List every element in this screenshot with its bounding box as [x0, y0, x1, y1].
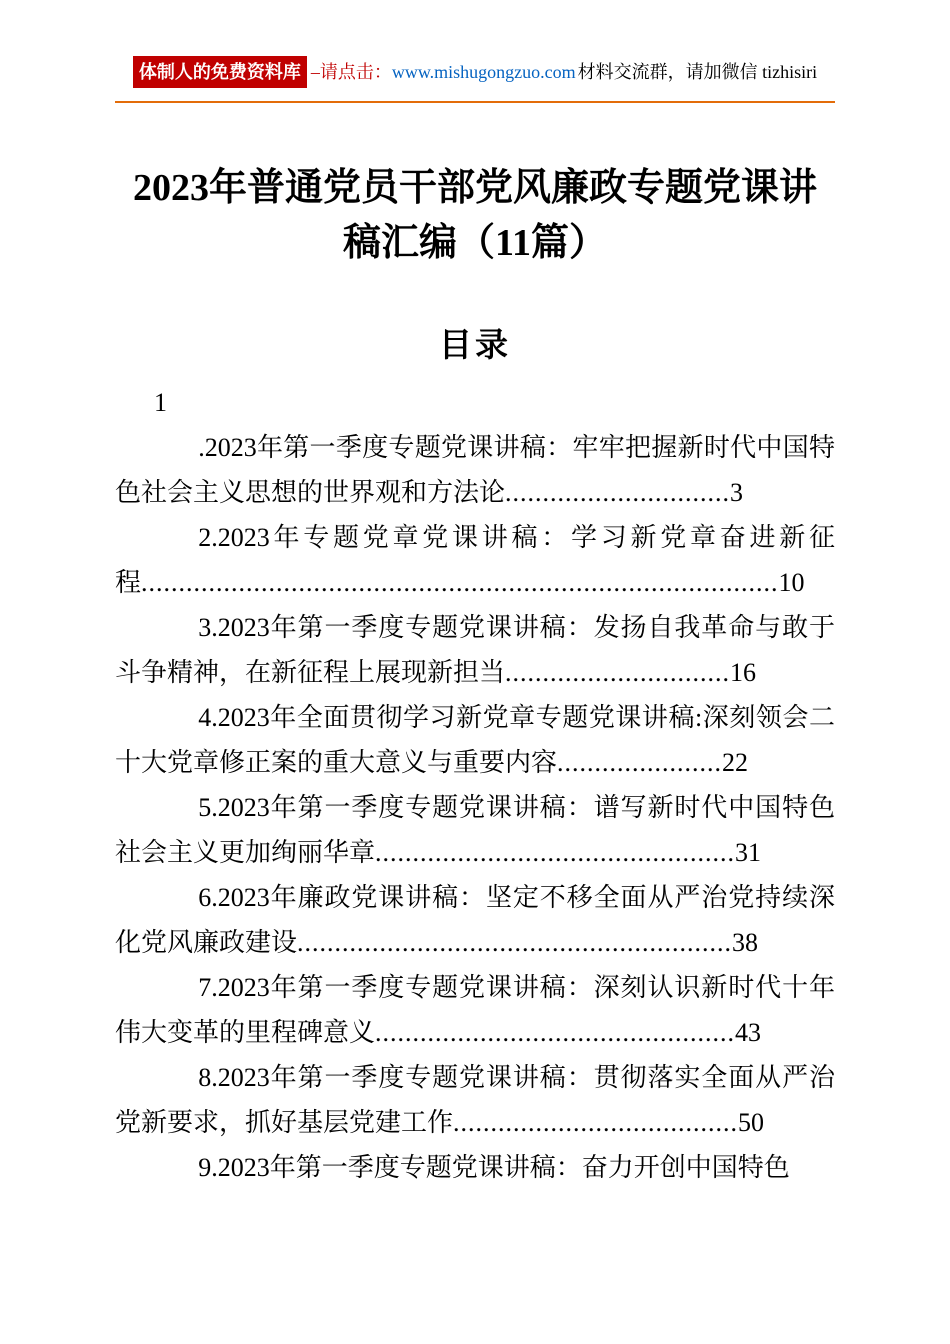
promo-link[interactable]: www.mishugongzuo.com [391, 62, 576, 82]
toc-entry[interactable] [115, 785, 835, 875]
toc-leader-dots: ................................................ [375, 838, 736, 867]
toc-list [115, 425, 835, 1190]
toc-entry-title: .2023年第一季度专题党课讲稿：牢牢把握新时代中国特色社会主义思想的世界观和方法论 [115, 433, 835, 507]
toc-entry[interactable] [115, 515, 835, 605]
toc-entry-title: 4.2023年全面贯彻学习新党章专题党课讲稿:深刻领会二十大党章修正案的重大意义与重要内容 [115, 703, 835, 777]
document-title: 2023年普通党员干部党风廉政专题党课讲稿汇编（11篇） [132, 167, 817, 264]
toc-leader-dots: .............................. [505, 658, 731, 687]
promo-badge: 体制人的免费资料库 [133, 56, 307, 88]
toc-page-number: 16 [730, 658, 757, 687]
toc-entry[interactable] [115, 425, 835, 515]
toc-page-number: 43 [735, 1018, 762, 1047]
toc-entry-title: 5.2023年第一季度专题党课讲稿：谱写新时代中国特色社会主义更加绚丽华章 [115, 793, 835, 867]
promo-suffix: 材料交流群，请加微信 tizhisiri [577, 62, 818, 82]
toc-entry[interactable] [115, 875, 835, 965]
toc-entry[interactable] [115, 695, 835, 785]
toc-entry[interactable] [115, 605, 835, 695]
toc-leader-dots: ................................................ [375, 1018, 736, 1047]
toc-page-number: 22 [722, 748, 749, 777]
toc-leader-dots: ...................................... [453, 1108, 739, 1137]
header-divider [115, 101, 835, 103]
toc-heading: 目录 [439, 328, 511, 364]
toc-entry-title: 3.2023年第一季度专题党课讲稿：发扬自我革命与敢于斗争精神，在新征程上展现新担当 [115, 613, 835, 687]
toc-entry-title: 9.2023年第一季度专题党课讲稿：奋力开创中国特色 [198, 1153, 790, 1182]
toc-entry[interactable] [115, 965, 835, 1055]
toc-leader-dots: ..................................................................................... [141, 568, 779, 597]
promo-prompt: –请点击： [310, 62, 392, 82]
toc-orphan-number: 1 [154, 388, 167, 417]
toc-entry-title: 2.2023年专题党章党课讲稿：学习新党章奋进新征程 [115, 523, 835, 597]
toc-leader-dots: .......................................................... [297, 928, 733, 957]
toc-entry-title: 6.2023年廉政党课讲稿：坚定不移全面从严治党持续深化党风廉政建设 [115, 883, 835, 957]
toc-entry-title: 7.2023年第一季度专题党课讲稿：深刻认识新时代十年伟大变革的里程碑意义 [115, 973, 835, 1047]
toc-page-number: 10 [778, 568, 805, 597]
toc-leader-dots: .............................. [505, 478, 731, 507]
toc-page-number: 50 [738, 1108, 765, 1137]
toc-page-number: 31 [735, 838, 762, 867]
toc-page-number: 38 [732, 928, 759, 957]
toc-page-number: 3 [730, 478, 744, 507]
toc-leader-dots: ...................... [557, 748, 723, 777]
promo-header [115, 56, 835, 88]
toc-entry[interactable] [115, 1055, 835, 1145]
toc-entry[interactable] [115, 1145, 835, 1190]
toc-entry-title: 8.2023年第一季度专题党课讲稿：贯彻落实全面从严治党新要求，抓好基层党建工作 [115, 1063, 835, 1137]
